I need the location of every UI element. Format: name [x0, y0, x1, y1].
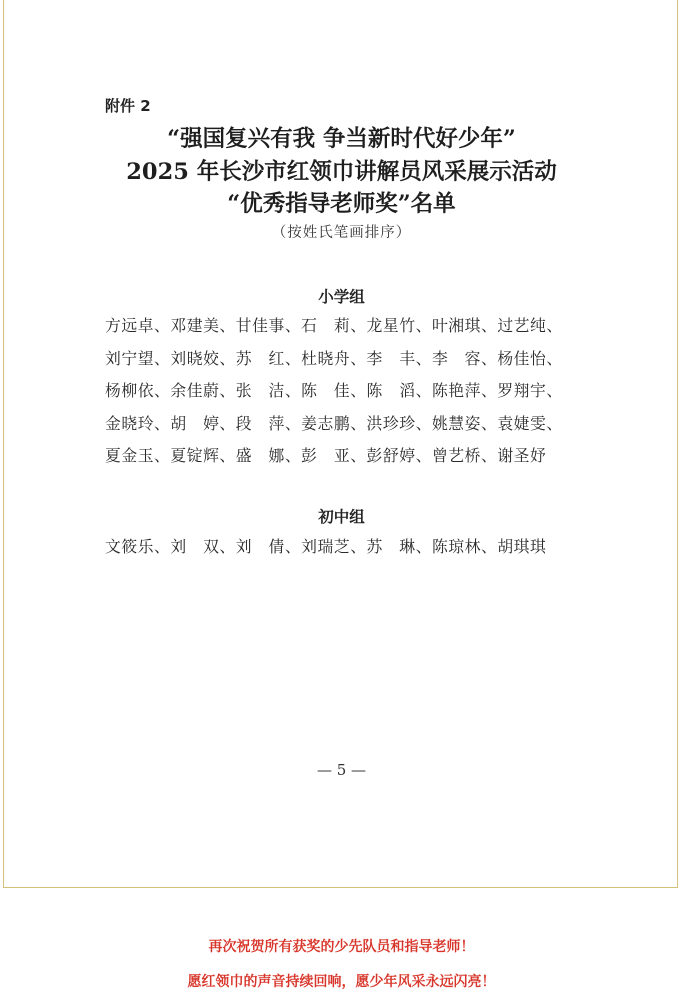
name-line: 方远卓、邓建美、甘佳事、石 莉、龙星竹、叶湘琪、过艺纯、 — [105, 316, 563, 335]
group-heading-middle-school: 初中组 — [318, 508, 365, 526]
group-heading-primary: 小学组 — [318, 288, 365, 306]
congrats-line-2: 愿红领巾的声音持续回响，愿少年风采永远闪亮！ — [187, 974, 496, 990]
document-page — [3, 0, 678, 888]
page-number: — 5 — — [316, 761, 367, 779]
sort-note: （按姓氏笔画排序） — [271, 225, 412, 241]
title-line-2: 2025 年长沙市红领巾讲解员风采展示活动 — [126, 159, 557, 185]
name-line: 金晓玲、胡 婷、段 萍、姜志鹏、洪珍珍、姚慧姿、袁婕雯、 — [105, 413, 563, 433]
name-list-middle-school — [105, 535, 595, 568]
name-line: 文筱乐、刘 双、刘 倩、刘瑞芝、苏 琳、陈琼林、胡琪琪 — [105, 537, 547, 556]
name-list-primary — [105, 314, 595, 477]
name-line: 夏金玉、夏锭辉、盛 娜、彭 亚、彭舒婷、曾艺桥、谢圣妤 — [105, 446, 547, 465]
name-line: 杨柳依、余佳蔚、张 洁、陈 佳、陈 滔、陈艳萍、罗翔宇、 — [105, 381, 563, 400]
attachment-label: 附件 2 — [105, 97, 151, 115]
name-line: 刘宁望、刘晓姣、苏 红、杜晓舟、李 丰、李 容、杨佳怡、 — [105, 348, 563, 368]
title-line-1: “强国复兴有我 争当新时代好少年” — [167, 126, 516, 152]
congrats-line-1: 再次祝贺所有获奖的少先队员和指导老师！ — [208, 939, 475, 955]
title-line-3: “优秀指导老师奖”名单 — [227, 191, 456, 217]
